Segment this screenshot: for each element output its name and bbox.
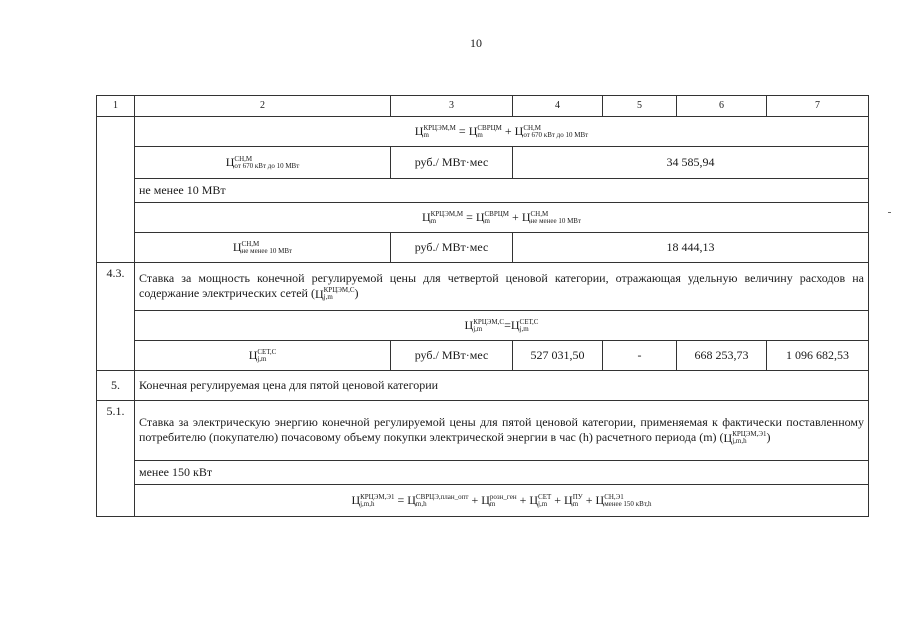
item-number: 4.3. — [97, 263, 135, 371]
value-row — [97, 233, 869, 263]
formula-row — [97, 311, 869, 341]
symbol-cell: Ц СН,М от 670 кВт до 10 МВт — [135, 147, 391, 179]
scan-mark — [888, 212, 891, 213]
section-row — [97, 179, 869, 203]
value-cell: 18 444,13 — [513, 233, 869, 263]
symbol-cell: Ц СН,М не менее 10 МВт — [135, 233, 391, 263]
tariff-table — [96, 95, 869, 517]
item-text: Конечная регулируемая цена для пятой ценовой категории — [135, 371, 869, 401]
blank-num-cell — [97, 117, 135, 263]
col-header: 6 — [677, 96, 767, 117]
section-label: менее 150 кВт — [135, 461, 869, 485]
col-header: 3 — [391, 96, 513, 117]
item-number: 5.1. — [97, 401, 135, 517]
header-row — [97, 96, 869, 117]
item-row — [97, 401, 869, 461]
value-row — [97, 341, 869, 371]
unit-cell: руб./ МВт·мес — [391, 341, 513, 371]
page-number: 10 — [470, 36, 482, 50]
formula-row — [97, 203, 869, 233]
section-row — [97, 461, 869, 485]
value-cell: 668 253,73 — [677, 341, 767, 371]
value-cell: 527 031,50 — [513, 341, 603, 371]
value-cell: 34 585,94 — [513, 147, 869, 179]
value-cell: 1 096 682,53 — [767, 341, 869, 371]
symbol-cell: Ц СЕТ,С j,m — [135, 341, 391, 371]
item-row — [97, 371, 869, 401]
formula-row — [97, 117, 869, 147]
value-cell: - — [603, 341, 677, 371]
item-row — [97, 263, 869, 311]
formula-1: Ц КРЦЭМ,М m = Ц СВРЦМ m + Ц СН,М от 670 кВт до 10 МВт — [135, 117, 869, 147]
formula-4: Ц КРЦЭМ,Э1 j,m,h = Ц СВРЦЭ,план_опт m,h + Ц розн_ген m + Ц СЕТ j,m + Ц ПУ m + Ц СН,Э1 менее 150 кВт,h — [135, 485, 869, 517]
item-text: Ставка за мощность конечной регулируемой цены для четвертой ценовой категории, отражающая удельную величину расходов на содержание электрических сетей (Ц КРЦЭМ,С j,m ) — [135, 263, 869, 311]
formula-3: Ц КРЦЭМ,С j,m =Ц СЕТ,С j,m — [135, 311, 869, 341]
col-header: 4 — [513, 96, 603, 117]
col-header: 2 — [135, 96, 391, 117]
formula-2: Ц КРЦЭМ,М m = Ц СВРЦМ m + Ц СН,М не менее 10 МВт — [135, 203, 869, 233]
item-number: 5. — [97, 371, 135, 401]
col-header: 1 — [97, 96, 135, 117]
col-header: 5 — [603, 96, 677, 117]
value-row — [97, 147, 869, 179]
item-text: Ставка за электрическую энергию конечной регулируемой цены для пятой ценовой категории, применяемая к фактически поставленному потребителю (покупателю) почасовому объему покупки электрической энергии в час (h) расчетного периода (m) (Ц КРЦЭМ,Э1 j,m,h ) — [135, 401, 869, 461]
unit-cell: руб./ МВт·мес — [391, 147, 513, 179]
col-header: 7 — [767, 96, 869, 117]
section-label: не менее 10 МВт — [135, 179, 869, 203]
unit-cell: руб./ МВт·мес — [391, 233, 513, 263]
formula-row — [97, 485, 869, 517]
